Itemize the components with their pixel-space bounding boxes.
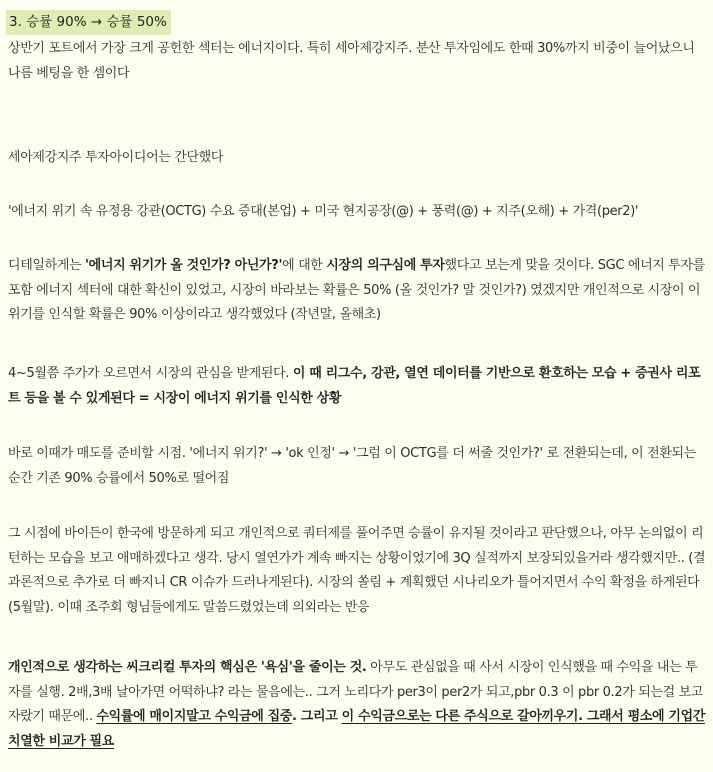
bold-text: 이 때 리그수, 강관, 열연 데이터를 기반으로 환호하는 모습 + 증권사 리포트 등을 볼 수 있게된다 = 시장이 에너지 위기를 인식한 상황 xyxy=(8,366,701,406)
paragraph-sector-contribution: 상반기 포트에서 가장 크게 공헌한 섹터는 에너지이다. 특히 세아제강지주. 분산 투자임에도 한때 30%까지 비중이 늘어났으니 나름 베팅을 한 셈이다 xyxy=(8,41,695,81)
paragraph-market-attention xyxy=(8,362,708,411)
text-run: . 그리고 xyxy=(292,709,342,724)
text-run: 에 대한 xyxy=(282,258,327,273)
paragraph-biden-visit: 그 시점에 바이든이 한국에 방문하게 되고 개인적으로 쿼터제를 풀어주면 승률이 유지될 것이라고 판단했으나, 아무 논의없이 리턴하는 모습을 보고 애매하겠다고 생각. 당시 열연가가 계속 빠지는 상황이었기에 3Q 실적까지 보장되있을거라 생각했지만.. (결과론적으로 추가로 더 빠지니 CR 이슈가 드러나게된다). 시장의 쏠림 + 계획했던 시나리오가 틀어지면서 수익 확정을 하게된다 (5월말). 이때 조주회 형님들에게도 말씀드렸었는데 의외라는 반응 xyxy=(8,526,706,615)
paragraph-detail xyxy=(8,254,708,328)
section-heading: 3. 승률 90% → 승률 50% xyxy=(6,10,171,35)
bold-text: 개인적으로 생각하는 씨크리컬 투자의 핵심은 '욕심'을 줄이는 것. xyxy=(8,660,367,675)
paragraph-idea-formula: '에너지 위기 속 유정용 강관(OCTG) 수요 증대(본업) + 미국 현지공장(@) + 풍력(@) + 지주(오해) + 가격(per2)' xyxy=(8,204,639,219)
text-run: 했다고 보는게 맞을 것이다. SGC 에너지 투자를 포함 에너지 섹터에 대한 확신이 있었고, 시장이 바라보는 확률은 50% (올 것인가? 말 것인가?) 였겠지만 개인적으로 시장이 이 위기를 인식할 확률은 90% 이상이라고 생각했었다 (작년말, 올해초) xyxy=(8,258,705,322)
bold-text: 시장의 의구심에 투자 xyxy=(326,258,445,273)
text-run: 아무도 관심없을 때 사서 시장이 인식했을 때 수익을 내는 투자를 실행. 2배,3배 날아가면 어떡하냐? 라는 물음에는.. 그거 노리다가 per3이 per2가 되고,pbr 0.3 이 pbr 0.2가 되는걸 보고 자랐기 때문에.. xyxy=(8,660,704,724)
text-run: 디테일하게는 xyxy=(8,258,86,273)
text-run: 4~5월쯤 주가가 오르면서 시장의 관심을 받게된다. xyxy=(8,366,293,381)
paragraph-cyclical-core xyxy=(8,656,708,754)
paragraph-sell-timing: 바로 이때가 매도를 준비할 시점. '에너지 위기?' → 'ok 인정' → '그럼 이 OCTG를 더 써줄 것인가?' 로 전환되는데, 이 전환되는 순간 기존 90% 승률에서 50%로 떨어짐 xyxy=(8,446,696,486)
underlined-text: 수익률에 매이지말고 수익금에 집중 xyxy=(96,709,293,724)
bold-text: '에너지 위기가 올 것인가? 아닌가?' xyxy=(85,258,283,273)
underlined-text: 이 수익금으로는 다른 주식으로 갈아끼우기. 그래서 평소에 기업간 치열한 비교가 필요 xyxy=(8,709,706,749)
paragraph-idea-intro: 세아제강지주 투자아이디어는 간단했다 xyxy=(8,150,224,165)
